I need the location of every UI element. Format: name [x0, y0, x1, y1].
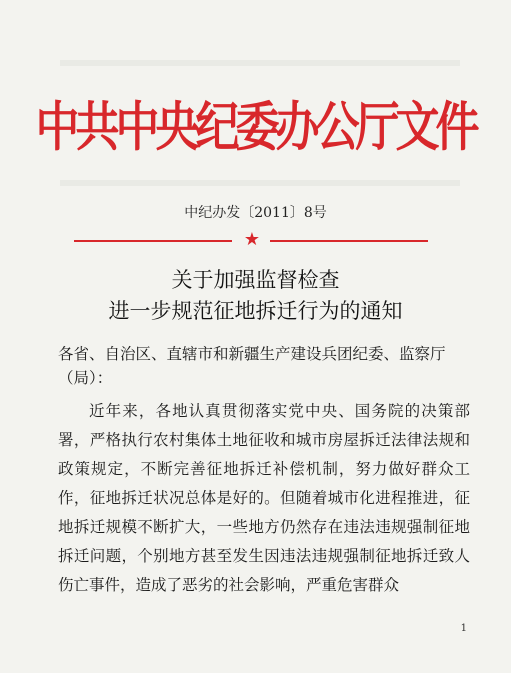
notice-title-line-2: 进一步规范征地拆迁行为的通知 [108, 299, 403, 323]
show-through-line [60, 180, 460, 186]
body-paragraph: 近年来，各地认真贯彻落实党中央、国务院的决策部署，严格执行农村集体土地征收和城市房屋拆迁法律法规和政策规定，不断完善征地拆迁补偿机制，努力做好群众工作，征地拆迁状况总体是好的。但随着城市化进程推进，征地拆迁规模不断扩大，一些地方仍然存在违法违规强制征地拆迁问题，个别地方甚至发生因违法违规强制征地拆迁致人伤亡事件，造成了恶劣的社会影响，严重危害群众 [58, 402, 470, 594]
document-header-title: 中共中央纪委办公厅文件 [35, 97, 476, 159]
document-number: 中纪办发〔2011〕8号 [184, 205, 327, 221]
divider-line-left [74, 240, 232, 242]
divider-line-right [270, 240, 428, 242]
star-icon: ★ [243, 229, 261, 250]
addressee: 各省、自治区、直辖市和新疆生产建设兵团纪委、监察厅（局）： [58, 345, 446, 387]
notice-title-line-1: 关于加强监督检查 [171, 268, 340, 292]
header-divider [74, 229, 428, 250]
page-number: 1 [460, 623, 467, 634]
show-through-line [60, 60, 460, 66]
